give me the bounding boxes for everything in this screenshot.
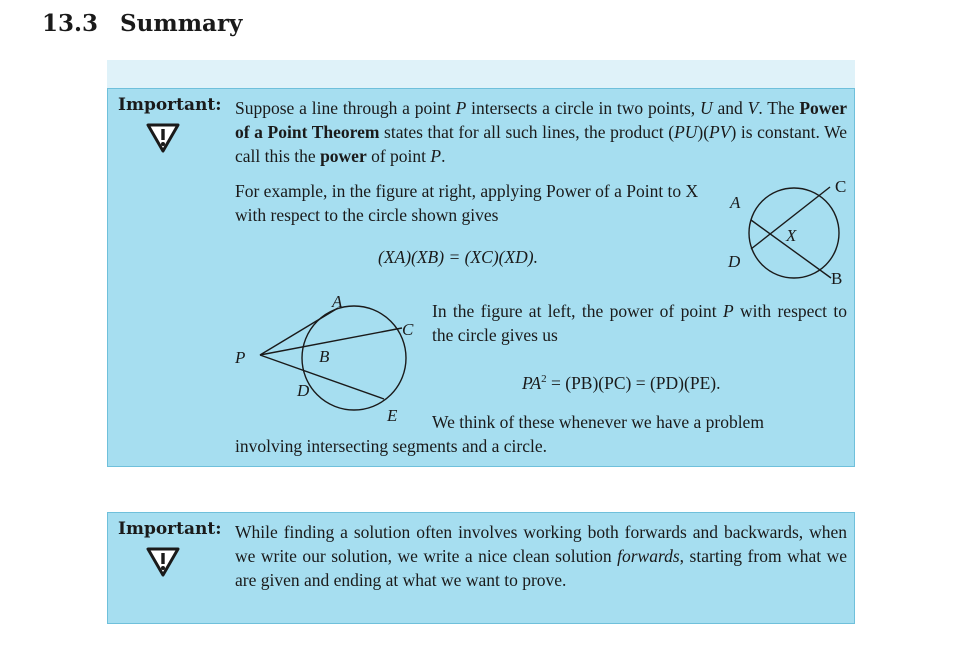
label-B: B	[319, 347, 330, 366]
label-B: B	[831, 269, 843, 288]
figure-secants-from-point	[230, 295, 420, 425]
label-D: D	[297, 381, 310, 400]
label-A: A	[332, 295, 343, 311]
section-number: 13.3	[42, 10, 99, 37]
paragraph-example: For example, in the figure at right, applying Power of a Point to X with respect to the circle shown gives	[235, 181, 699, 225]
paragraph-power-of-point: Suppose a line through a point P intersects a circle in two points, U and V. The Power of a Point Theorem states that for all such lines, the product (PU)(PV) is constant. We call this the power of point P.	[235, 98, 848, 166]
paragraph-closing-b: involving intersecting segments and a circle.	[235, 436, 547, 456]
label-D: D	[728, 252, 741, 271]
important-box-forwards	[107, 512, 855, 624]
important-label: Important:	[118, 519, 222, 539]
label-A: A	[730, 193, 741, 212]
paragraph-closing-a: We think of these whenever we have a problem	[432, 412, 764, 432]
important-box-power-of-point	[107, 88, 855, 467]
paragraph-forwards: While finding a solution often involves working both forwards and backwards, when we write our solution, we write a nice clean solution forwards, starting from what we are given and ending at what we want to prove.	[235, 522, 847, 590]
label-E: E	[387, 406, 398, 425]
label-C: C	[835, 177, 847, 196]
important-label: Important:	[118, 95, 222, 115]
section-title: Summary	[120, 10, 243, 37]
label-C: C	[402, 320, 414, 339]
figure-intersecting-chords	[718, 171, 853, 289]
section-heading	[42, 10, 242, 37]
exclamation-triangle-icon	[145, 546, 181, 578]
label-P: P	[235, 348, 246, 367]
box-top-shade	[107, 60, 855, 88]
label-X: X	[786, 226, 797, 245]
exclamation-triangle-icon	[145, 122, 181, 154]
equation-secants: $PA^2 = (PB)(PC) = (PD)(PE)$.	[522, 372, 721, 393]
figure2-circle	[302, 306, 406, 410]
paragraph-figure-left: In the figure at left, the power of point P with respect to the circle gives us	[432, 301, 848, 345]
equation-chords: (XA)(XB) = (XC)(XD).	[378, 247, 539, 267]
